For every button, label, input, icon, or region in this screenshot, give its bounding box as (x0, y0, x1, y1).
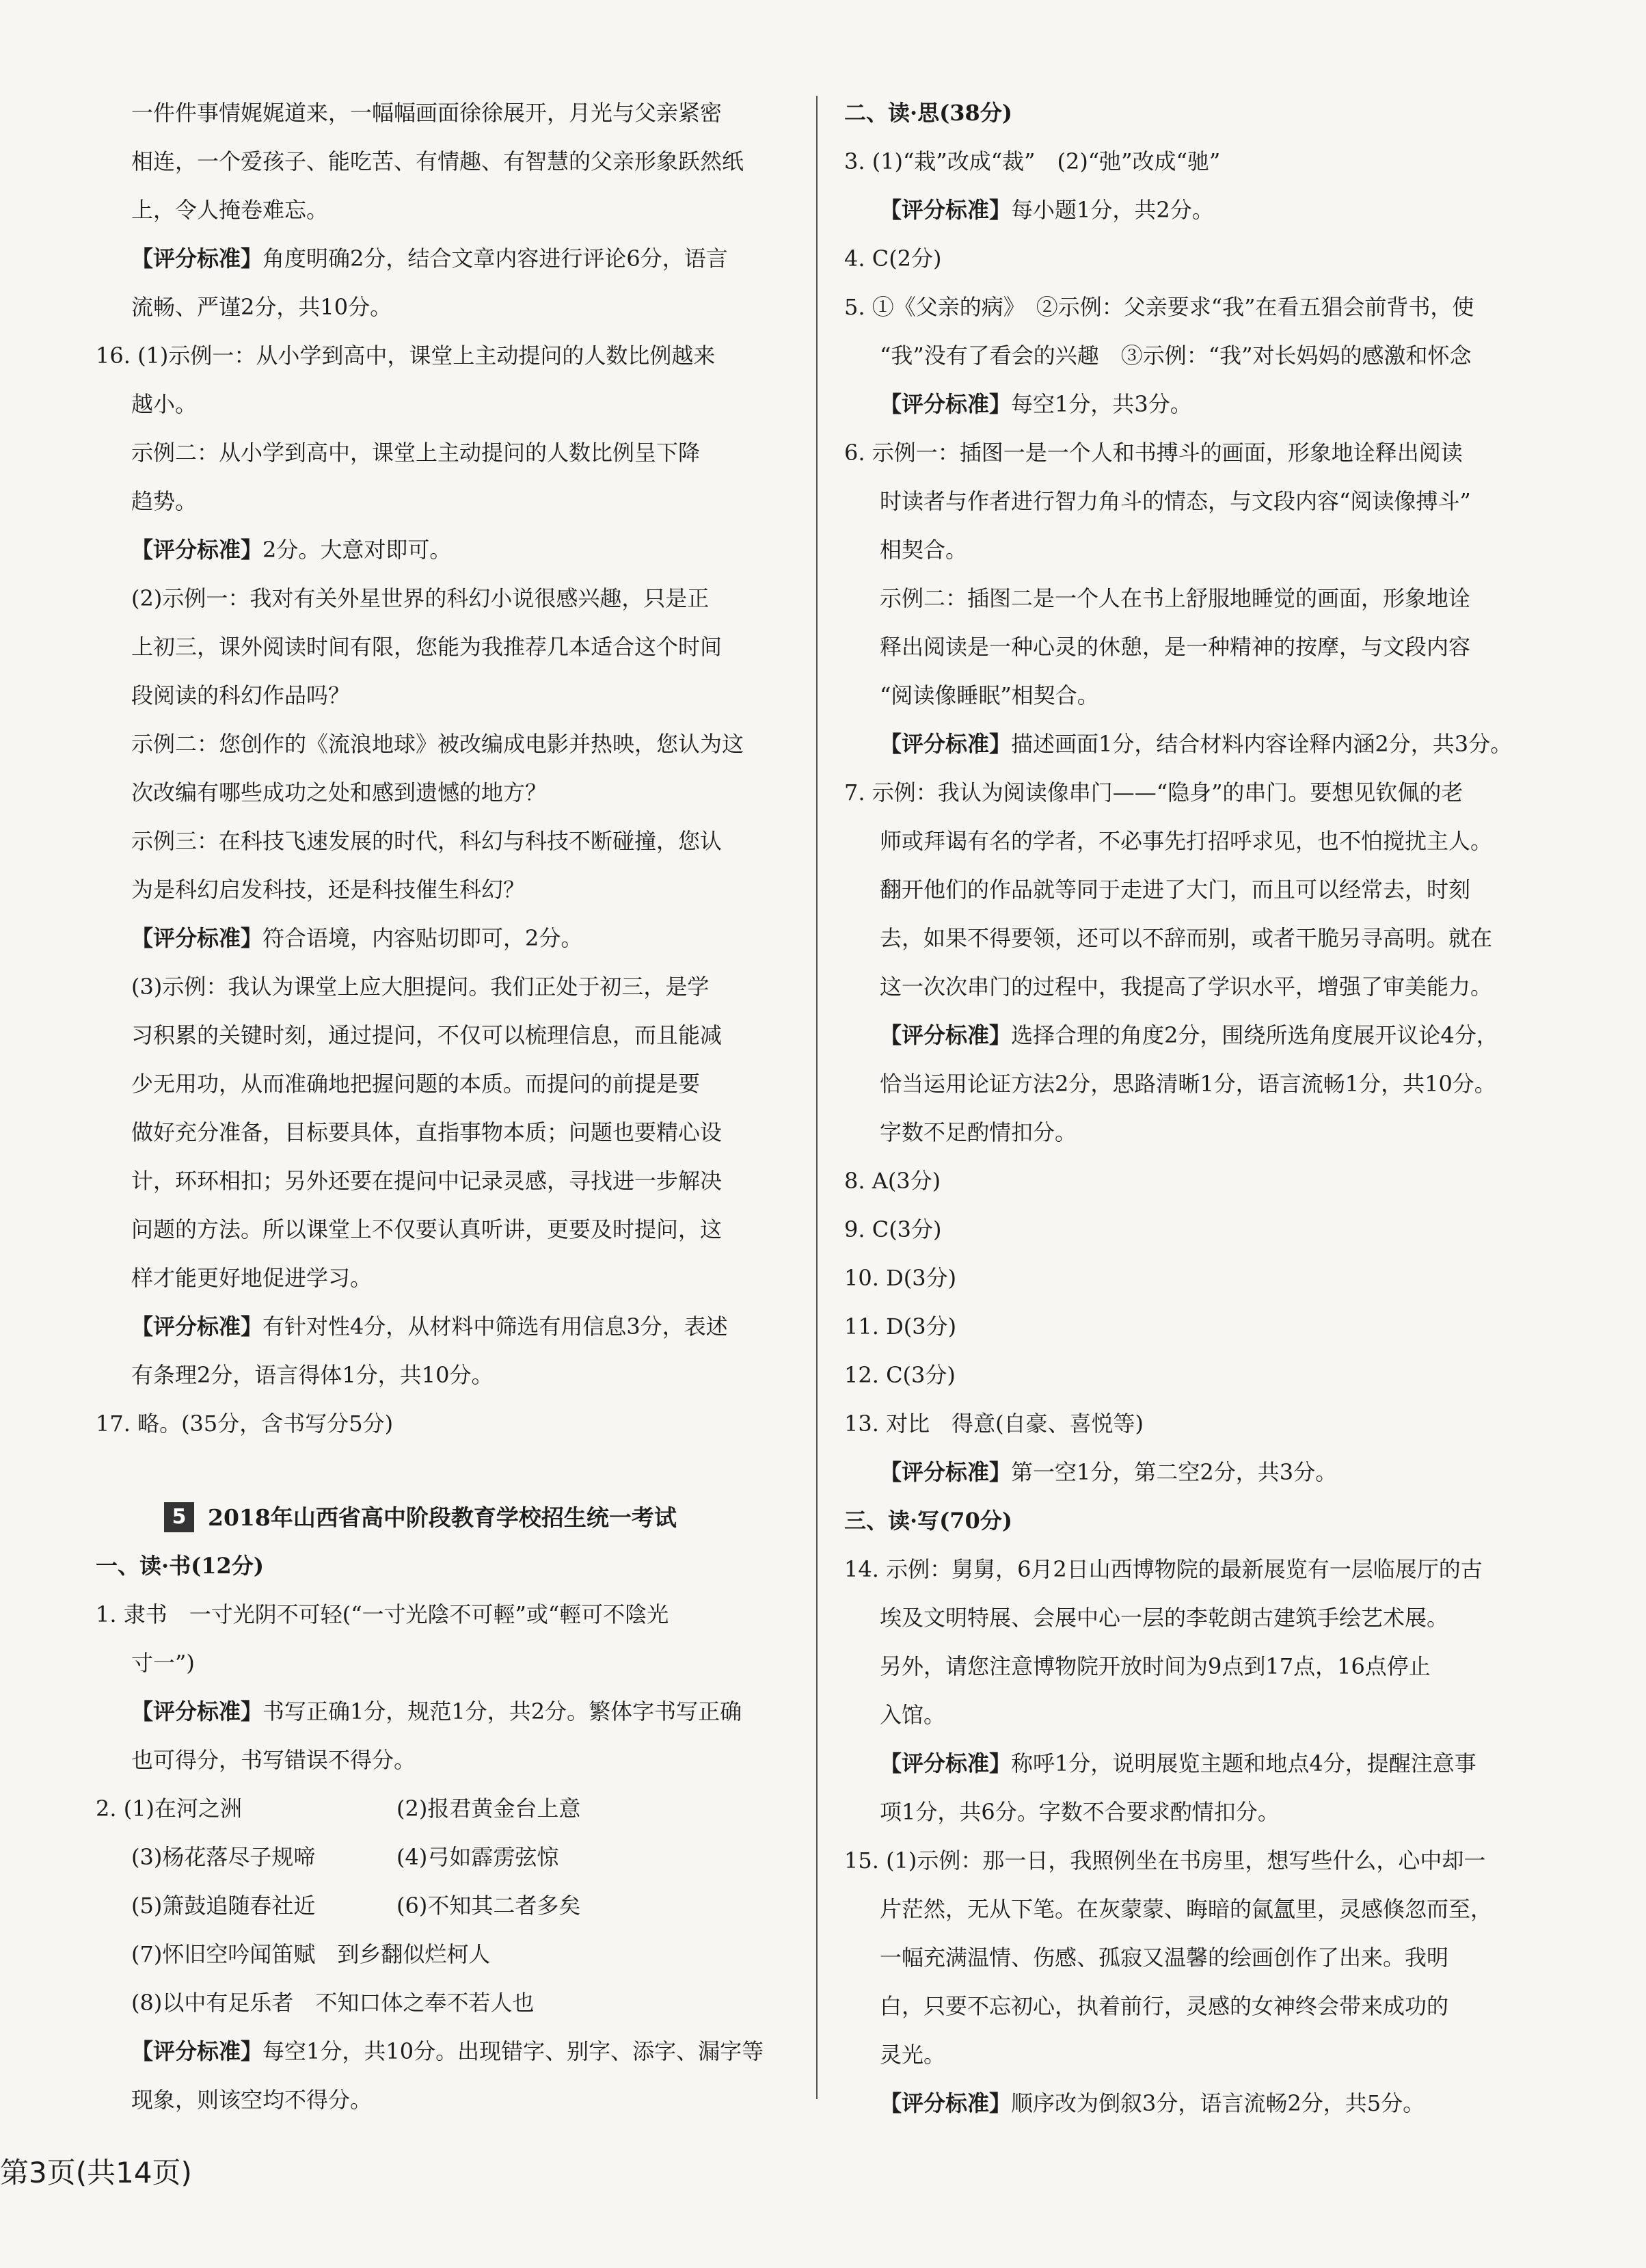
question-2-row: (5)箫鼓追随春社近 (6)不知其二者多矣 (131, 1893, 581, 1919)
section-title: 2018年山西省高中阶段教育学校招生统一考试 (208, 1504, 677, 1531)
text-line: (2)示例一：我对有关外星世界的科幻小说很感兴趣，只是正 (131, 585, 710, 611)
question-15: 15. (1)示例：那一日，我照例坐在书房里，想写些什么，心中却一 (844, 1847, 1486, 1873)
text-line: 上，令人掩卷难忘。 (131, 197, 329, 223)
text-line: 字数不足酌情扣分。 (880, 1119, 1077, 1145)
text-line: (8)以中有足乐者 不知口体之奉不若人也 (131, 1990, 535, 2016)
text-line: 次改编有哪些成功之处和感到遗憾的地方？ (131, 779, 548, 805)
text-line: 现象，则该空均不得分。 (131, 2087, 373, 2113)
scoring-standard: 【评分标准】选择合理的角度2分，围绕所选角度展开议论4分， (880, 1022, 1498, 1048)
scoring-standard: 【评分标准】书写正确1分，规范1分，共2分。繁体字书写正确 (131, 1698, 742, 1724)
text-line: 时读者与作者进行智力角斗的情态，与文段内容“阅读像搏斗” (880, 488, 1471, 514)
scoring-tag: 【评分标准】 (131, 245, 263, 271)
text-line: 段阅读的科幻作品吗？ (131, 682, 351, 708)
text-line: 寸一”) (131, 1650, 195, 1676)
text-line: 项1分，共6分。字数不合要求酌情扣分。 (880, 1799, 1280, 1825)
text-line: 上初三，课外阅读时间有限，您能为我推荐几本适合这个时间 (131, 634, 723, 660)
question-1: 1. 隶书 一寸光阴不可轻(“一寸光陰不可輕”或“輕可不陰光 (96, 1601, 669, 1627)
right-column (844, 89, 1535, 2128)
text-line: 做好充分准备，目标要具体，直指事物本质；问题也要精心设 (131, 1119, 723, 1145)
question-16: 16. (1)示例一：从小学到高中，课堂上主动提问的人数比例越来 (96, 343, 716, 369)
text-line: 问题的方法。所以课堂上不仅要认真听讲，更要及时提问，这 (131, 1216, 723, 1242)
answer-item: 8. A(3分) (844, 1168, 941, 1194)
text-line: 一件件事情娓娓道来，一幅幅画面徐徐展开，月光与父亲紧密 (131, 100, 723, 126)
scoring-standard: 【评分标准】角度明确2分，结合文章内容进行评论6分，语言 (131, 245, 728, 271)
question-14: 14. 示例：舅舅，6月2日山西博物院的最新展览有一层临展厅的古 (844, 1556, 1483, 1582)
text-line: “阅读像睡眠”相契合。 (880, 682, 1099, 708)
text-line: 有条理2分，语言得体1分，共10分。 (131, 1362, 494, 1388)
text-line: 为是科幻启发科技，还是科技催生科幻？ (131, 877, 526, 903)
text-line: 入馆。 (880, 1702, 946, 1728)
text-line: 也可得分，书写错误不得分。 (131, 1747, 416, 1773)
answer-item: 12. C(3分) (844, 1362, 956, 1388)
text-line: 示例二：从小学到高中，课堂上主动提问的人数比例呈下降 (131, 440, 701, 466)
question-13: 13. 对比 得意(自豪、喜悦等) (844, 1411, 1144, 1437)
part-heading: 二、读·思(38分) (844, 100, 1012, 126)
answer-item: 11. D(3分) (844, 1313, 957, 1339)
text-line: 相契合。 (880, 537, 968, 563)
question-2-row: 2. (1)在河之洲 (2)报君黄金台上意 (96, 1796, 581, 1822)
scoring-standard: 【评分标准】有针对性4分，从材料中筛选有用信息3分，表述 (131, 1313, 728, 1339)
text-line: 相连，一个爱孩子、能吃苦、有情趣、有智慧的父亲形象跃然纸 (131, 148, 744, 174)
scoring-standard: 【评分标准】每空1分，共3分。 (880, 391, 1192, 417)
scoring-standard: 【评分标准】每空1分，共10分。出现错字、别字、添字、漏字等 (131, 2038, 764, 2064)
page-number: 第3页(共14页) (0, 2156, 192, 2189)
text-line: 恰当运用论证方法2分，思路清晰1分，语言流畅1分，共10分。 (880, 1071, 1496, 1097)
text-line: 示例二：插图二是一个人在书上舒服地睡觉的画面，形象地诠 (880, 585, 1471, 611)
text-line: (3)示例：我认为课堂上应大胆提问。我们正处于初三，是学 (131, 974, 710, 1000)
text-line: 这一次次串门的过程中，我提高了学识水平，增强了审美能力。 (880, 974, 1493, 1000)
answer-item: 10. D(3分) (844, 1265, 957, 1291)
text-line: 趋势。 (131, 488, 198, 514)
question-2-row: (3)杨花落尽子规啼 (4)弓如霹雳弦惊 (131, 1844, 559, 1870)
scoring-standard: 【评分标准】每小题1分，共2分。 (880, 197, 1214, 223)
column-divider (816, 96, 818, 2099)
question-17: 17. 略。(35分，含书写分5分) (96, 1411, 394, 1437)
text-line: 少无用功，从而准确地把握问题的本质。而提问的前提是要 (131, 1071, 701, 1097)
scoring-standard: 【评分标准】第一空1分，第二空2分，共3分。 (880, 1459, 1338, 1485)
text-line: 样才能更好地促进学习。 (131, 1265, 373, 1291)
text-line: 片茫然，无从下笔。在灰蒙蒙、晦暗的氤氲里，灵感倏忽而至， (880, 1896, 1493, 1922)
question-4: 4. C(2分) (844, 245, 942, 271)
part-heading: 三、读·写(70分) (844, 1508, 1012, 1534)
part-heading: 一、读·书(12分) (96, 1553, 264, 1579)
question-6: 6. 示例一：插图一是一个人和书搏斗的画面，形象地诠释出阅读 (844, 440, 1463, 466)
section-heading (96, 1493, 787, 1542)
text-line: 示例二：您创作的《流浪地球》被改编成电影并热映，您认为这 (131, 731, 744, 757)
text-line: 习积累的关键时刻，通过提问，不仅可以梳理信息，而且能减 (131, 1022, 723, 1048)
text-line: (7)怀旧空吟闻笛赋 到乡翻似烂柯人 (131, 1941, 491, 1967)
text-line: 计，环环相扣；另外还要在提问中记录灵感，寻找进一步解决 (131, 1168, 723, 1194)
answer-item: 9. C(3分) (844, 1216, 942, 1242)
question-3: 3. (1)“栽”改成“裁” (2)“弛”改成“驰” (844, 148, 1221, 174)
text-line: 越小。 (131, 391, 198, 417)
text-line: 翻开他们的作品就等同于走进了大门，而且可以经常去，时刻 (880, 877, 1471, 903)
text-line: 白，只要不忘初心，执着前行，灵感的女神终会带来成功的 (880, 1993, 1449, 2019)
text-line: 去，如果不得要领，还可以不辞而别，或者干脆另寻高明。就在 (880, 925, 1493, 951)
scoring-standard: 【评分标准】符合语境，内容贴切即可，2分。 (131, 925, 583, 951)
text-line: 释出阅读是一种心灵的休憩，是一种精神的按摩，与文段内容 (880, 634, 1471, 660)
text-line: 埃及文明特展、会展中心一层的李乾朗古建筑手绘艺术展。 (880, 1605, 1449, 1631)
scoring-standard: 【评分标准】描述画面1分，结合材料内容诠释内涵2分，共3分。 (880, 731, 1513, 757)
text-line: 师或拜谒有名的学者，不必事先打招呼求见，也不怕搅扰主人。 (880, 828, 1493, 854)
question-7: 7. 示例：我认为阅读像串门——“隐身”的串门。要想见钦佩的老 (844, 779, 1463, 805)
text-line: 另外，请您注意博物院开放时间为9点到17点，16点停止 (880, 1653, 1431, 1679)
left-column (96, 89, 787, 2124)
scoring-standard: 【评分标准】2分。大意对即可。 (131, 537, 452, 563)
scoring-standard: 【评分标准】称呼1分，说明展览主题和地点4分，提醒注意事 (880, 1750, 1476, 1776)
section-number-badge: 5 (164, 1502, 194, 1532)
scoring-standard: 【评分标准】顺序改为倒叙3分，语言流畅2分，共5分。 (880, 2090, 1425, 2116)
text-line: 一幅充满温情、伤感、孤寂又温馨的绘画创作了出来。我明 (880, 1945, 1449, 1971)
text-line: “我”没有了看会的兴趣 ③示例：“我”对长妈妈的感激和怀念 (880, 343, 1472, 369)
text-line: 灵光。 (880, 2042, 946, 2068)
text-line: 示例三：在科技飞速发展的时代，科幻与科技不断碰撞，您认 (131, 828, 723, 854)
question-5: 5. ①《父亲的病》 ②示例：父亲要求“我”在看五猖会前背书，使 (844, 294, 1474, 320)
text-line: 流畅、严谨2分，共10分。 (131, 294, 392, 320)
